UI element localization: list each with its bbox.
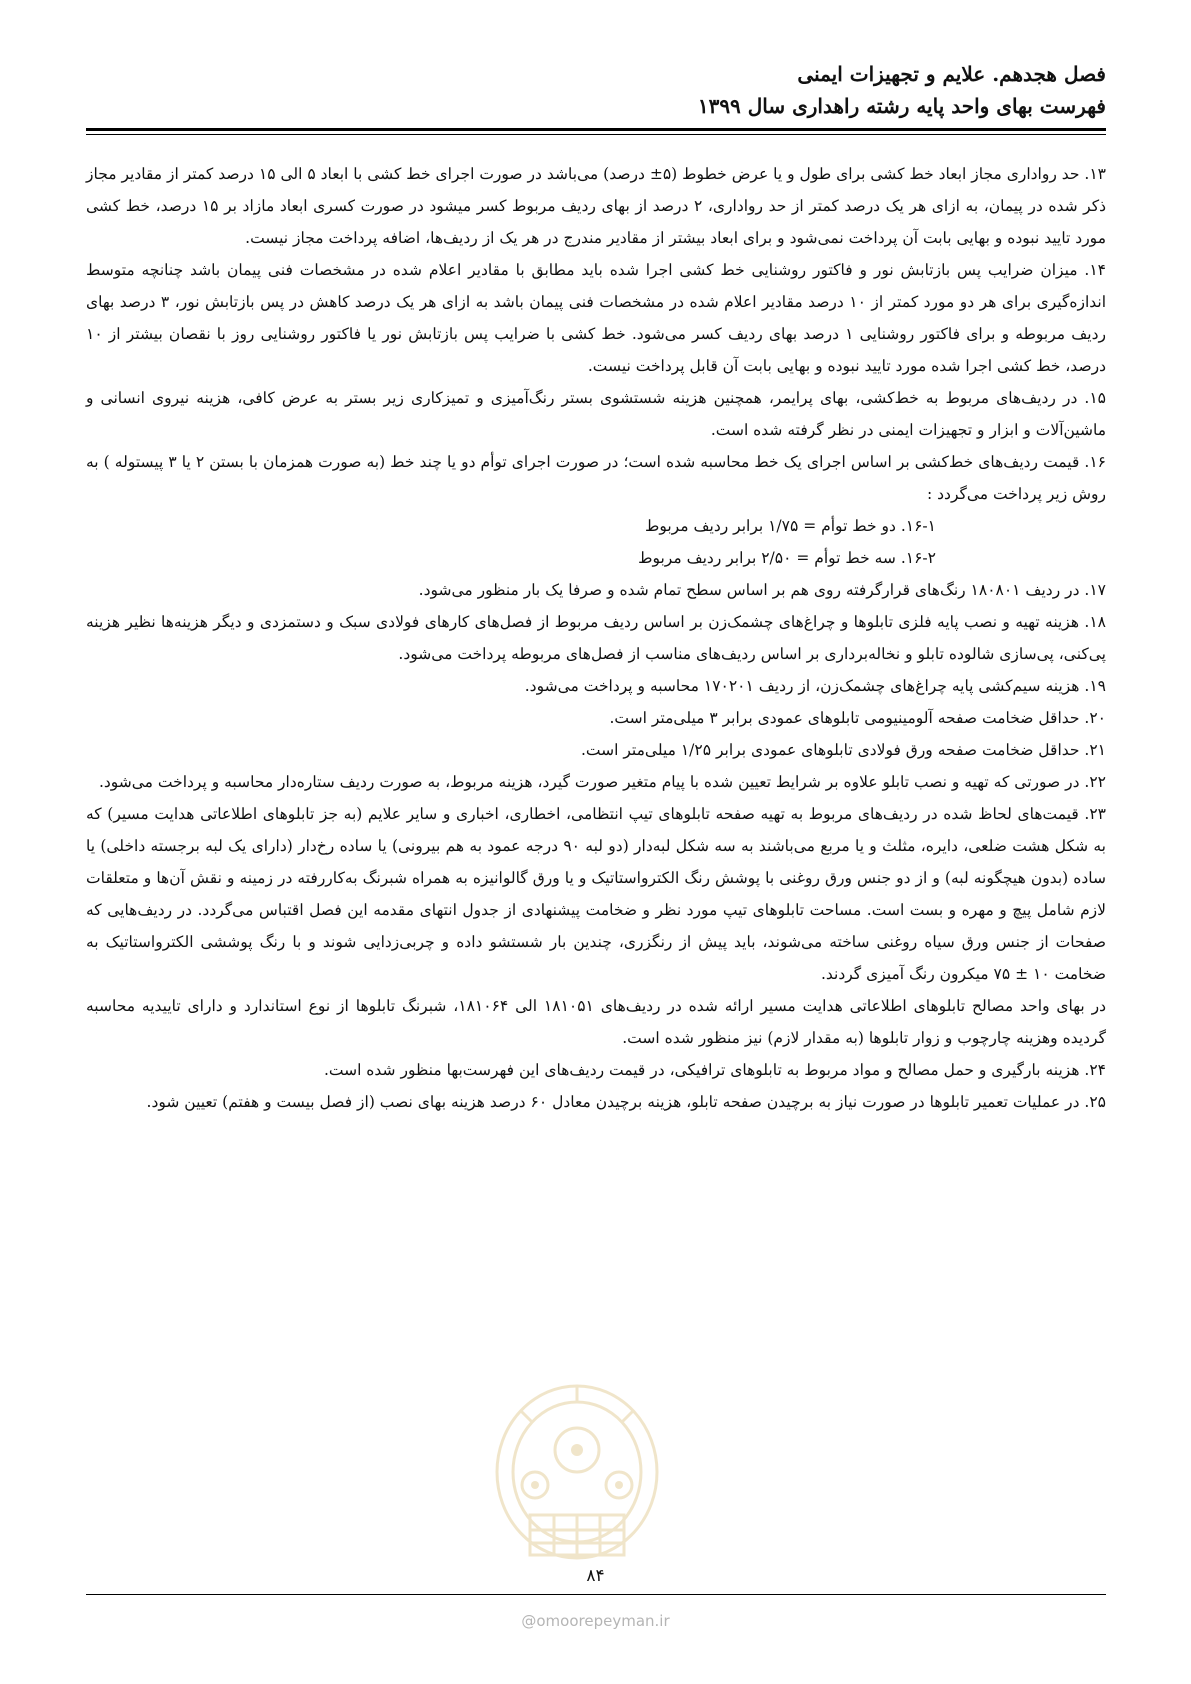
clause-15: ۱۵. در ردیف‌های مربوط به خط‌کشی، بهای پرایمر، همچنین هزینه شستشوی بستر رنگ‌آمیزی و تمیزکاری زیر بستر به عرض کافی، هزینه نیروی انسانی و ماشین‌آلات و ابزار و تجهیزات ایمنی در نظر گرفته شده است. [86,389,1106,439]
clause-24: ۲۴. هزینه بارگیری و حمل مصالح و مواد مربوط به تابلوهای ترافیکی، در قیمت ردیف‌های این فهرست‌بها منظور شده است. [323,1061,1106,1079]
clause-20: ۲۰. حداقل ضخامت صفحه آلومینیومی تابلوهای عمودی برابر ۳ میلی‌متر است. [609,709,1106,727]
page-header [86,58,1106,122]
clause-25: ۲۵. در عملیات تعمیر تابلوها در صورت نیاز به برچیدن صفحه تابلو، هزینه برچیدن معادل ۶۰ درصد هزینه بهای نصب (از فصل بیست و هفتم) تعیین شود. [146,1093,1106,1111]
clause-16-2: ۱۶-۲. سه خط توأم = ۲/۵۰ برابر ردیف مربوط [638,549,936,567]
clause-23-note: در بهای واحد مصالح تابلوهای اطلاعاتی هدایت مسیر ارائه شده در ردیف‌های ۱۸۱۰۵۱ الی ۱۸۱۰۶۴، شبرنگ تابلوها از نوع استاندارد و دارای تاییدیه محاسبه گردیده وهزینه چارچوب و زوار تابلوها (به مقدار لازم) نیز منظور شده است. [86,997,1107,1047]
footer-rule [86,1594,1106,1595]
clause-14: ۱۴. میزان ضرایب پس بازتابش نور و فاکتور روشنایی خط کشی اجرا شده باید مطابق با مقادیر اعلام شده در مشخصات فنی پیمان باشد چنانچه متوسط اندازه‌گیری برای هر دو مورد کمتر از ۱۰ درصد مقادیر اعلام شده در مشخصات فنی پیمان باشد به ازای هر یک درصد کاهش در پس بازتابش نور، ۳ درصد بهای ردیف مربوطه و برای فاکتور روشنایی ۱ درصد بهای ردیف کسر می‌شود. خط کشی با ضرایب پس بازتابش نور یا فاکتور روشنایی روز با نقصان بیشتر از ۱۰ درصد، خط کشی اجرا شده مورد تایید نبوده و بهایی بابت آن قابل پرداخت نیست. [86,261,1107,375]
clause-21: ۲۱. حداقل ضخامت صفحه ورق فولادی تابلوهای عمودی برابر ۱/۲۵ میلی‌متر است. [581,741,1106,759]
footer-url: @omoorepeyman.ir [521,1612,670,1630]
clause-16: ۱۶. قیمت ردیف‌های خط‌کشی بر اساس اجرای یک خط محاسبه شده است؛ در صورت اجرای توأم دو یا چند خط (به صورت همزمان با بستن ۲ یا ۳ پیستوله ) به روش زیر پرداخت می‌گردد : [86,453,1106,503]
header-rule-thin [86,134,1106,135]
chapter-title: فصل هجدهم. علایم و تجهیزات ایمنی [797,62,1106,86]
clause-16-1: ۱۶-۱. دو خط توأم = ۱/۷۵ برابر ردیف مربوط [645,517,936,535]
page-number: ۸۴ [586,1566,605,1586]
clause-13: ۱۳. حد رواداری مجاز ابعاد خط کشی برای طول و یا عرض خطوط (۵± درصد) می‌باشد در صورت اجرای خط کشی با ابعاد ۵ الی ۱۵ درصد کمتر از مقادیر مجاز ذکر شده در پیمان، به ازای هر یک درصد کمتر از حد رواداری، ۲ درصد از بهای ردیف مربوط کسر میشود در صورت کسری ابعاد مازاد بر ۱۵ درصد، خط کشی مورد تایید نبوده و بهایی بابت آن پرداخت نمی‌شود و برای ابعاد بیشتر از مقادیر مندرج در هر یک از ردیف‌ها، اضافه پرداخت مجاز نیست. [86,165,1107,247]
clause-19: ۱۹. هزینه سیم‌کشی پایه چراغ‌های چشمک‌زن، از ردیف ۱۷۰۲۰۱ محاسبه و پرداخت می‌شود. [524,677,1106,695]
clause-23: ۲۳. قیمت‌های لحاظ شده در ردیف‌های مربوط به تهیه صفحه تابلوهای تیپ انتظامی، اخطاری، اخباری و سایر علایم (به جز تابلوهای اطلاعاتی هدایت مسیر) که به شکل هشت ضلعی، دایره، مثلث و یا مربع می‌باشند به سه شکل لبه‌دار (دو لبه ۹۰ درجه عمود به هم بیرونی) یا ساده رخ‌دار (دارای یک لبه برجسته داخلی) یا ساده (بدون هیچگونه لبه) و از دو جنس ورق روغنی با پوشش رنگ الکترواستاتیک و یا ورق گالوانیزه به همراه شبرنگ به‌کاررفته در زمینه و نقش آن‌ها و متعلقات لازم شامل پیچ و مهره و بست است. مساحت تابلوهای تیپ مورد نظر و ضخامت پیشنهادی از جدول انتهای مقدمه این فصل اقتباس می‌گردد. در ردیف‌هایی که صفحات از جنس ورق سیاه روغنی ساخته می‌شوند، باید پیش از رنگزری، چندین بار شستشو داده و چربی‌زدایی شوند و با رنگ پوششی الکترواستاتیک به ضخامت ۱۰ ± ۷۵ میکرون رنگ آمیزی گردند. [86,805,1106,983]
clause-18: ۱۸. هزینه تهیه و نصب پایه فلزی تابلوها و چراغ‌های چشمک‌زن بر اساس ردیف مربوط از فصل‌های کارهای فولادی سبک و دستمزدی و دیگر هزینه‌ها نظیر هزینه پی‌کنی، پی‌سازی شالوده تابلو و نخاله‌برداری بر اساس ردیف‌های مناسب از فصل‌های مربوطه پرداخت می‌شود. [86,613,1106,663]
header-rule-thick [86,128,1106,131]
seal-watermark-icon [490,1380,665,1580]
clause-22: ۲۲. در صورتی که تهیه و نصب تابلو علاوه بر شرایط تعیین شده با پیام متغیر صورت گیرد، هزینه مربوط، به صورت ردیف ستاره‌دار محاسبه و پرداخت می‌شود. [98,773,1106,791]
document-title: فهرست بهای واحد پایه رشته راهداری سال ۱۳۹۹ [697,94,1106,118]
clause-17: ۱۷. در ردیف ۱۸۰۸۰۱ رنگ‌های قرارگرفته روی هم بر اساس سطح تمام شده و صرفا یک بار منظور می‌شود. [418,581,1106,599]
body-text [86,158,1106,1118]
